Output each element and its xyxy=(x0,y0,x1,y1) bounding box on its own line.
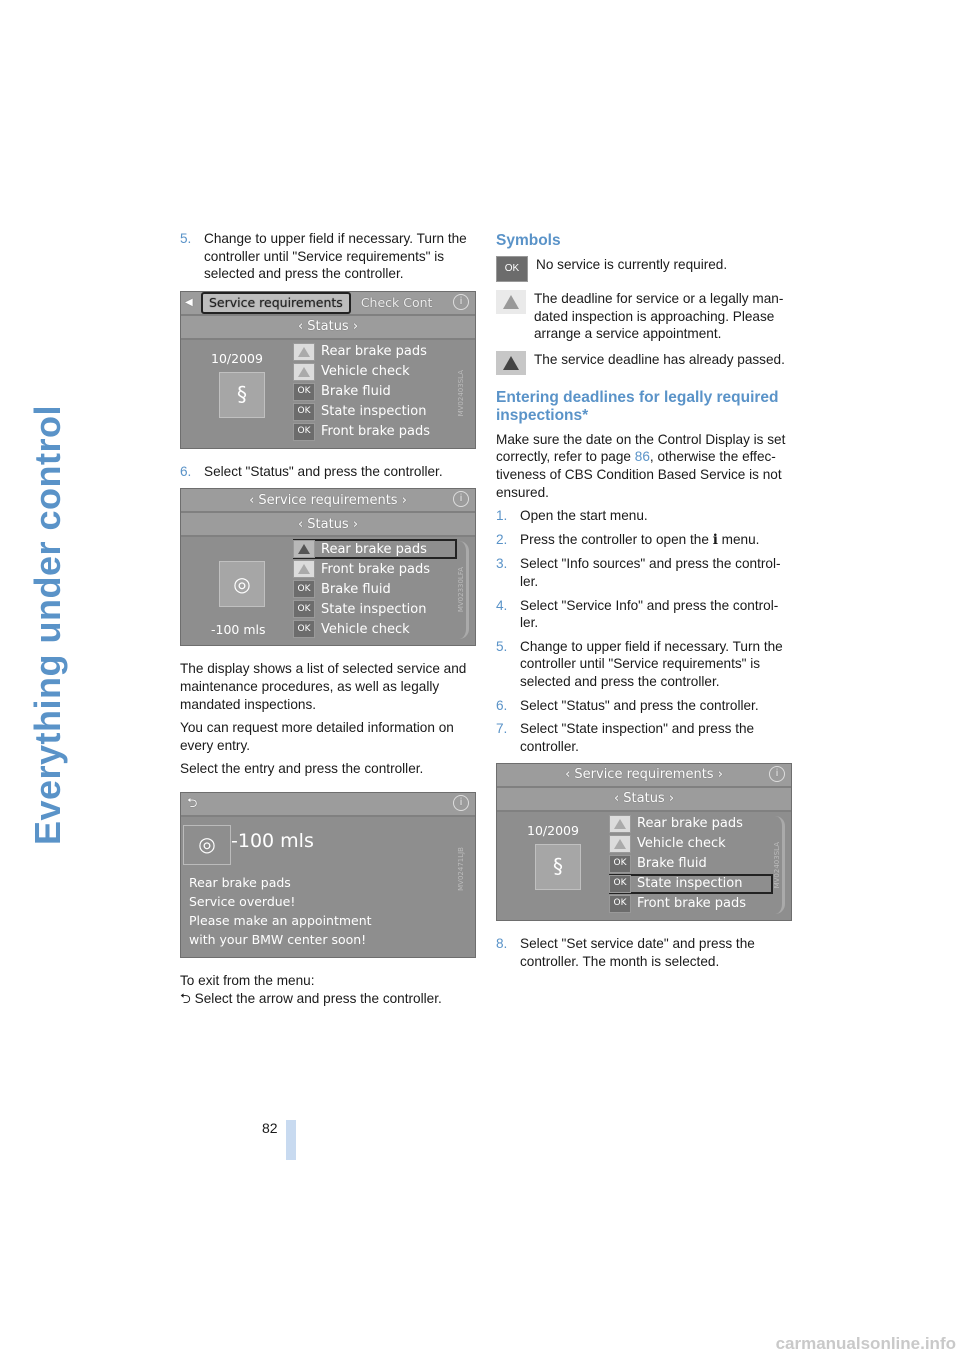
screenshot-state-inspection xyxy=(496,763,792,921)
detail-lines: Rear brake pads Service overdue! Please make an appointment with your BMW center soon! xyxy=(189,874,372,947)
list-item: OK State inspection xyxy=(293,402,457,422)
ok-icon: OK xyxy=(293,423,315,441)
step-2: 2. Press the controller to open the i menu. xyxy=(496,531,760,548)
back-arrow-icon: ⮌ xyxy=(187,796,198,812)
back-bar xyxy=(181,793,475,817)
exit-title: To exit from the menu: xyxy=(180,972,315,988)
tab-service-requirements: Service requirements xyxy=(201,292,351,314)
list-item: Rear brake pads xyxy=(293,342,457,362)
image-code: MV02471LJB xyxy=(457,846,466,891)
info-icon: i xyxy=(712,531,718,548)
list-item: OK Brake fluid xyxy=(609,854,773,874)
ok-icon: OK xyxy=(609,875,631,893)
title-bar xyxy=(181,489,475,513)
step-5: 5. Change to upper field if necessary. Turn the controller until "Service requirements" is selected and press the controller. xyxy=(180,231,467,282)
page-number: 82 xyxy=(262,1120,278,1136)
ok-icon: OK xyxy=(609,855,631,873)
image-code: MV02403SLA xyxy=(773,842,782,889)
back-arrow-icon: ⮌ xyxy=(180,990,191,1006)
ok-icon: OK xyxy=(293,600,315,618)
screen-body xyxy=(181,340,475,448)
list-item-selected: OK State inspection xyxy=(609,874,773,894)
footer-watermark: carmanualsonline.info xyxy=(775,1334,956,1353)
status-label: ‹ Status › xyxy=(297,318,359,334)
brake-pad-icon: ◎ xyxy=(219,561,265,607)
warning-outline-icon xyxy=(293,363,315,381)
warning-filled-icon xyxy=(496,351,526,375)
mileage: -100 mls xyxy=(211,622,266,638)
list-item: OK Brake fluid xyxy=(293,382,457,402)
info-icon: i xyxy=(769,766,785,782)
title-label: ‹ Service requirements › xyxy=(565,767,723,783)
page-marker xyxy=(286,1120,296,1160)
status-bar xyxy=(181,316,475,340)
page-link[interactable]: 86 xyxy=(634,449,650,465)
status-label: ‹ Status › xyxy=(613,791,675,807)
due-date: 10/2009 xyxy=(527,823,579,839)
step-4: 4. Select "Service Info" and press the control-ler. xyxy=(496,597,779,631)
left-arrow-icon: ◀ xyxy=(185,296,193,308)
symbol-passed: The service deadline has already passed. xyxy=(496,351,792,375)
exit-text: ⮌ Select the arrow and press the controller. xyxy=(180,990,442,1006)
service-list xyxy=(609,814,773,914)
status-bar xyxy=(497,788,791,812)
paragraph: Select the entry and press the controller. xyxy=(180,761,424,777)
screen-body xyxy=(181,537,475,645)
right-column xyxy=(496,230,792,976)
warning-outline-icon xyxy=(496,290,526,314)
paragraph: You can request more detailed information on every entry. xyxy=(180,720,454,753)
tab-bar xyxy=(181,292,475,316)
status-bar xyxy=(181,513,475,537)
ok-icon: OK xyxy=(293,580,315,598)
info-icon: i xyxy=(453,795,469,811)
paragraph: The display shows a list of selected service and maintenance procedures, as well as legally mandated inspections. xyxy=(180,661,467,712)
warning-outline-icon xyxy=(609,815,631,833)
step-8: 8. Select "Set service date" and press the controller. The month is selected. xyxy=(496,936,755,969)
ok-icon: OK xyxy=(293,403,315,421)
car-inspection-icon: § xyxy=(535,844,581,890)
title-bar xyxy=(497,764,791,788)
symbol-approaching: The deadline for service or a legally man-dated inspection is approaching. Please arrange a service appointment. xyxy=(496,290,792,343)
screenshot-service-tabs xyxy=(180,291,476,449)
car-inspection-icon: § xyxy=(219,372,265,418)
list-item: OK Front brake pads xyxy=(609,894,773,914)
list-item: OK Front brake pads xyxy=(293,422,457,442)
list-item: Rear brake pads xyxy=(609,814,773,834)
section-heading: Entering deadlines for legally required inspections* xyxy=(496,388,779,424)
image-code: MV02330LFA xyxy=(457,567,466,613)
list-item: Vehicle check xyxy=(293,362,457,382)
tab-check-control: Check Cont xyxy=(360,294,433,310)
list-item: OK Vehicle check xyxy=(293,619,457,639)
step-6: 6. Select "Status" and press the controller. xyxy=(180,463,443,479)
step-6: 6. Select "Status" and press the controller. xyxy=(496,697,759,713)
due-date: 10/2009 xyxy=(211,350,263,366)
warning-outline-icon xyxy=(293,560,315,578)
step-3: 3. Select "Info sources" and press the control-ler. xyxy=(496,556,781,589)
list-item: OK State inspection xyxy=(293,599,457,619)
info-icon: i xyxy=(453,491,469,507)
list-item-selected: Rear brake pads xyxy=(293,539,457,559)
warning-filled-icon xyxy=(293,540,315,558)
image-code: MV02403SLA xyxy=(457,369,466,417)
ok-icon: OK xyxy=(609,895,631,913)
paragraph: Make sure the date on the Control Display is set correctly, refer to page 86, otherwise the effec-tiveness of CBS Condition Based Service is not ensured. xyxy=(496,431,786,500)
step-7: 7. Select "State inspection" and press the controller. xyxy=(496,721,755,754)
ok-icon: OK xyxy=(293,383,315,401)
brake-pad-icon: ◎ xyxy=(183,825,231,865)
service-list xyxy=(293,539,457,639)
info-icon: i xyxy=(453,294,469,310)
warning-outline-icon xyxy=(293,343,315,361)
step-5: 5. Change to upper field if necessary. Turn the controller until "Service requirements" is selected and press the controller. xyxy=(496,638,783,689)
ok-icon: OK xyxy=(496,256,528,282)
screenshot-detail xyxy=(180,792,476,958)
symbol-ok: OK No service is currently required. xyxy=(496,256,792,282)
left-column xyxy=(180,230,476,1013)
warning-outline-icon xyxy=(609,835,631,853)
list-item: Vehicle check xyxy=(609,834,773,854)
detail-body xyxy=(181,817,475,957)
chapter-title: Everything under control xyxy=(27,404,68,846)
step-1: 1. Open the start menu. xyxy=(496,508,648,524)
list-item: OK Brake fluid xyxy=(293,579,457,599)
screenshot-status-list xyxy=(180,488,476,646)
list-item: Front brake pads xyxy=(293,559,457,579)
title-label: ‹ Service requirements › xyxy=(249,492,407,508)
service-list xyxy=(293,342,457,442)
mileage: -100 mls xyxy=(231,829,314,852)
status-label: ‹ Status › xyxy=(297,516,359,532)
screen-body xyxy=(497,812,791,920)
symbols-heading: Symbols xyxy=(496,232,561,249)
ok-icon: OK xyxy=(293,620,315,638)
